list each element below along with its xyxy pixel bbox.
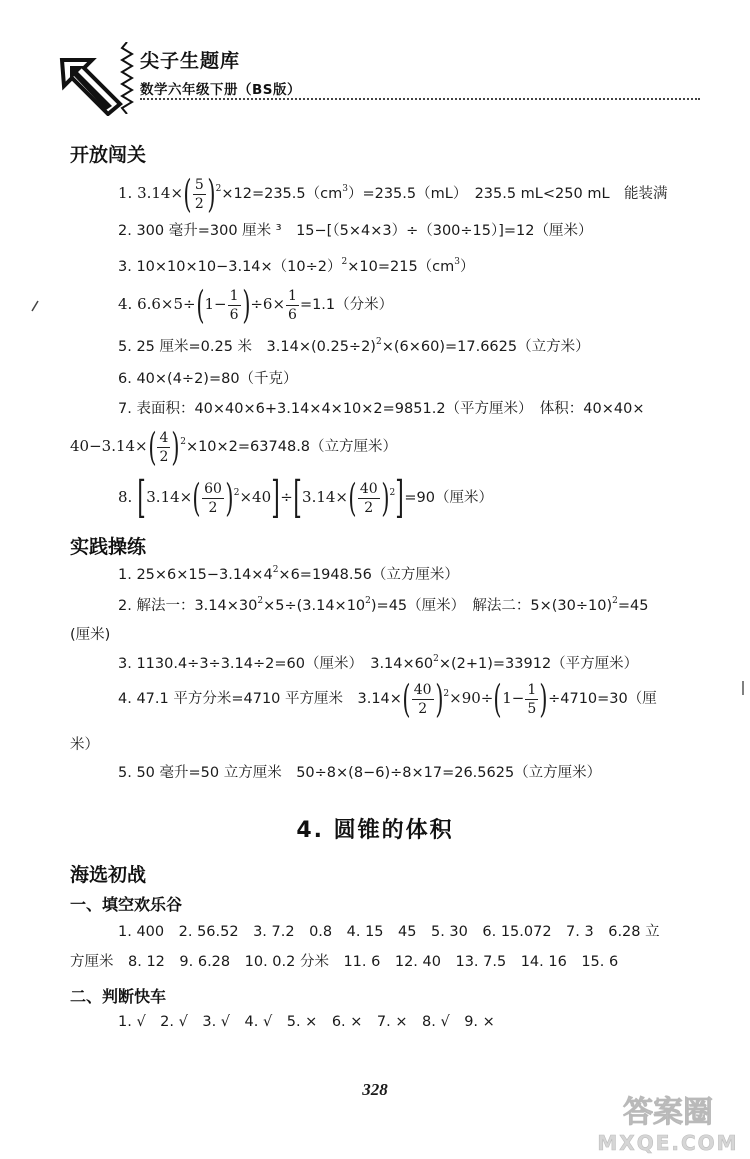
exponent: 2 [341,257,348,267]
section-title-practice: 实践操练 [70,536,147,558]
header-dotted-rule [140,98,700,100]
text: 7. 表面积：40×40×6+3.14×4×10×2=9851.2（平方厘米） 体积：40×40× [118,401,645,417]
numerator: 40 [359,480,378,497]
fraction [157,431,170,464]
exponent: 3 [454,257,461,267]
text: 方厘米 8. 12 9. 6.28 10. 0.2 分米 11. 6 12. 40 13. 7.5 14. 16 15. 6 [70,954,619,970]
text: 3.14× [302,488,348,506]
zigzag-divider-icon [120,42,134,114]
exponent: 2 [365,596,371,606]
scan-mark-icon [740,680,746,696]
text: ×5÷(3.14×10 [263,598,366,614]
exponent: 2 [375,337,382,347]
text: ×10×2=63748.8（立方厘米） [185,439,398,455]
open-paren: ( [183,172,192,216]
watermark-logo [584,1088,744,1156]
numerator: 4 [159,429,169,446]
text: 4. 6.6×5÷ [118,295,196,313]
answer-line-s1-q7-a [118,401,645,417]
exponent: 2 [180,437,186,447]
text: 8. [118,488,133,506]
text: 5. 25 厘米=0.25 米 3.14×(0.25÷2) [118,339,376,355]
text: ×12=235.5（cm [221,186,343,202]
answer-line-s1-q8 [118,472,493,523]
answer-line-s2-q5 [118,765,601,781]
answer-line-s3-fill-b [70,954,618,970]
answer-line-s1-q1 [118,172,668,216]
text: ×(6×60)=17.6625（立方米） [381,339,590,355]
text: ）=235.5（mL） 235.5 mL<250 mL 能装满 [347,186,668,202]
open-paren: ( [402,677,411,721]
book-subtitle: 数学六年级下册（BS版） [140,82,302,98]
exponent: 2 [215,184,222,194]
text: 2. 解法一：3.14×30 [118,598,258,614]
answer-line-s1-q2 [118,223,593,239]
close-paren: ) [434,677,444,721]
text: ×(2+1)=33912（平方厘米） [438,656,639,672]
watermark-text: 答案圈 [623,1095,713,1130]
open-paren: ( [192,476,201,520]
answer-line-s3-fill-a [118,924,660,940]
open-paren: ( [493,677,502,721]
fraction [412,683,434,716]
close-paren: ) [171,425,180,469]
page-header [58,42,698,114]
text: )=45（厘米） 解法二：5×(30÷10) [370,598,613,614]
denominator: 2 [194,195,204,212]
answer-line-s2-q4-a [118,677,657,721]
arrow-logo-icon [58,56,124,116]
numerator: 60 [204,480,222,497]
text: 4. 47.1 平方分米=4710 平方厘米 3.14× [118,691,402,707]
answer-line-s2-q2-b [70,627,110,643]
exponent: 2 [612,596,618,606]
denominator: 2 [208,499,218,516]
text: 3. 1130.4÷3÷3.14÷2=60（厘米） 3.14×60 [118,656,434,672]
open-bracket: [ [293,472,302,523]
fraction [358,482,380,515]
fraction [202,482,224,515]
exponent: 3 [342,184,348,194]
text: 1− [204,295,227,313]
text: =90（厘米） [404,490,493,506]
answer-line-s2-q3 [118,655,638,672]
subsection-title-true-false: 二、判断快车 [70,987,167,1006]
denominator: 2 [159,448,169,465]
text: ×90÷ [449,689,494,707]
text: =45 [617,598,649,614]
text: 3.14× [146,488,193,506]
exponent: 2 [272,565,279,575]
exponent: 2 [389,488,396,498]
close-paren: ) [241,283,250,327]
close-paren: ) [380,476,390,520]
section-title-open-challenge: 开放闯关 [70,144,147,166]
text: 1. 3.14× [118,184,184,202]
answer-line-s3-judge [118,1014,495,1030]
exponent: 2 [233,488,240,498]
section-title-first-round: 海选初战 [70,864,147,886]
exponent: 2 [433,654,439,664]
fraction [286,289,299,322]
answer-line-s1-q5 [118,338,590,355]
book-title: 尖子生题库 [140,50,241,72]
denominator: 6 [288,306,297,323]
answer-line-s2-q1 [118,566,459,583]
close-paren: ) [207,172,216,216]
text: 6. 40×(4÷2)=80（千克） [118,371,298,387]
open-paren: ( [147,425,157,469]
answer-line-s1-q6 [118,371,298,387]
numerator: 1 [527,681,537,698]
fraction [525,683,538,716]
text: ×40 [239,488,272,506]
answer-line-s1-q3 [118,258,475,275]
close-bracket: ] [395,472,405,523]
watermark-url: MXQE.COM [597,1131,739,1155]
fraction [228,289,241,322]
text: 1. 25×6×15−3.14×4 [118,567,273,583]
open-bracket: [ [137,472,146,523]
answer-line-s2-q2-a [118,597,648,614]
text: 3. 10×10×10−3.14×（10÷2） [118,259,342,275]
numerator: 1 [229,287,239,304]
close-paren: ) [539,677,548,721]
numerator: 40 [413,681,432,698]
open-paren: ( [195,283,205,327]
text: ×6=1948.56（立方厘米） [278,567,459,583]
exponent: 2 [443,689,450,699]
text: ） [460,259,475,275]
denominator: 5 [527,700,537,717]
subsection-title-fill-blanks: 一、填空欢乐谷 [70,895,183,914]
text: 2. 300 毫升=300 厘米 ³ 15−[（5×4×3）÷（300÷15）]=12（厘米） [118,223,593,239]
denominator: 6 [229,306,239,323]
chapter-title: 4. 圆锥的体积 [296,818,454,843]
answer-line-s1-q7-b [70,425,398,469]
exponent: 2 [257,596,264,606]
text: ÷4710=30（厘 [548,691,657,707]
text: (厘米) [70,627,111,643]
text: ÷6× [250,295,286,313]
denominator: 2 [364,499,374,516]
text: 40−3.14× [70,437,148,455]
denominator: 2 [418,700,428,717]
open-paren: ( [348,476,357,520]
close-paren: ) [225,476,234,520]
text: 1. √ 2. √ 3. √ 4. √ 5. × 6. × 7. × 8. √ 9. × [118,1014,495,1030]
scan-mark-icon [30,300,40,312]
answer-line-s2-q4-b [70,737,99,753]
fraction [193,178,206,211]
text: ÷ [280,488,293,506]
text: 1. 400 2. 56.52 3. 7.2 0.8 4. 15 45 5. 30 6. 15.072 7. 3 6.28 立 [118,924,660,940]
text: 5. 50 毫升=50 立方厘米 50÷8×(8−6)÷8×17=26.5625（立方厘米） [118,765,602,781]
answer-line-s1-q4 [118,283,394,327]
text: =1.1（分米） [299,297,394,313]
text: 米） [70,737,99,753]
text: 1− [502,689,525,707]
numerator: 1 [288,287,297,304]
text: ×10=215（cm [347,259,455,275]
page-number: 328 [362,1080,388,1099]
close-bracket: ] [271,472,280,523]
numerator: 5 [194,176,204,193]
